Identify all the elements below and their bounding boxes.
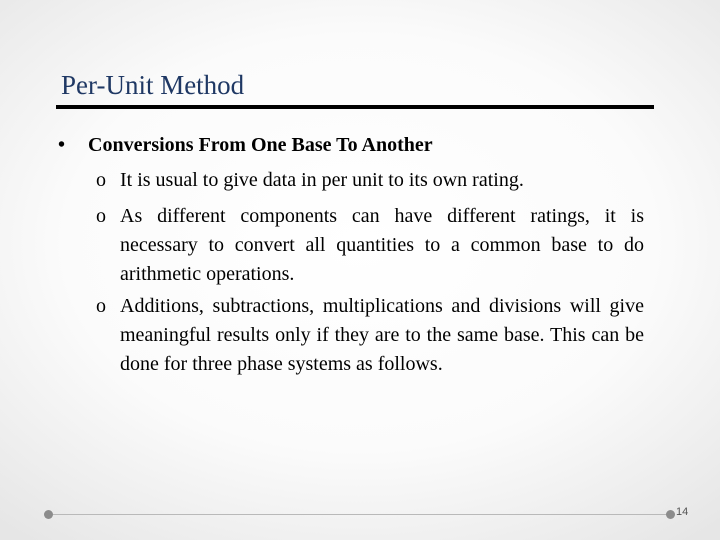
sub-bullet: [96, 292, 644, 379]
footer-line: [48, 514, 670, 515]
title-underline: [56, 105, 654, 109]
footer-left-dot: [44, 510, 53, 519]
sub-bullet-text: Additions, subtractions, multiplications and divisions will give meaningful results only if they are to the same base. This can be done for three phase systems as follows.: [120, 295, 644, 375]
main-bullet-text: Conversions From One Base To Another: [88, 134, 433, 156]
main-bullet: [58, 131, 658, 160]
sub-bullet: [96, 202, 644, 289]
sub-bullet-marker: o: [96, 205, 106, 227]
sub-bullet-marker: o: [96, 169, 106, 191]
sub-bullet-text: As different components can have different ratings, it is necessary to convert all quantities to a common base to do arithmetic operations.: [120, 205, 644, 285]
sub-bullet-text: It is usual to give data in per unit to its own rating.: [120, 169, 524, 191]
bullet-marker: •: [58, 134, 66, 156]
page-number: 14: [676, 506, 689, 518]
footer-right-dot: [666, 510, 675, 519]
sub-bullet: [96, 166, 644, 195]
sub-bullet-marker: o: [96, 295, 106, 317]
slide-title: Per-Unit Method: [61, 70, 245, 100]
